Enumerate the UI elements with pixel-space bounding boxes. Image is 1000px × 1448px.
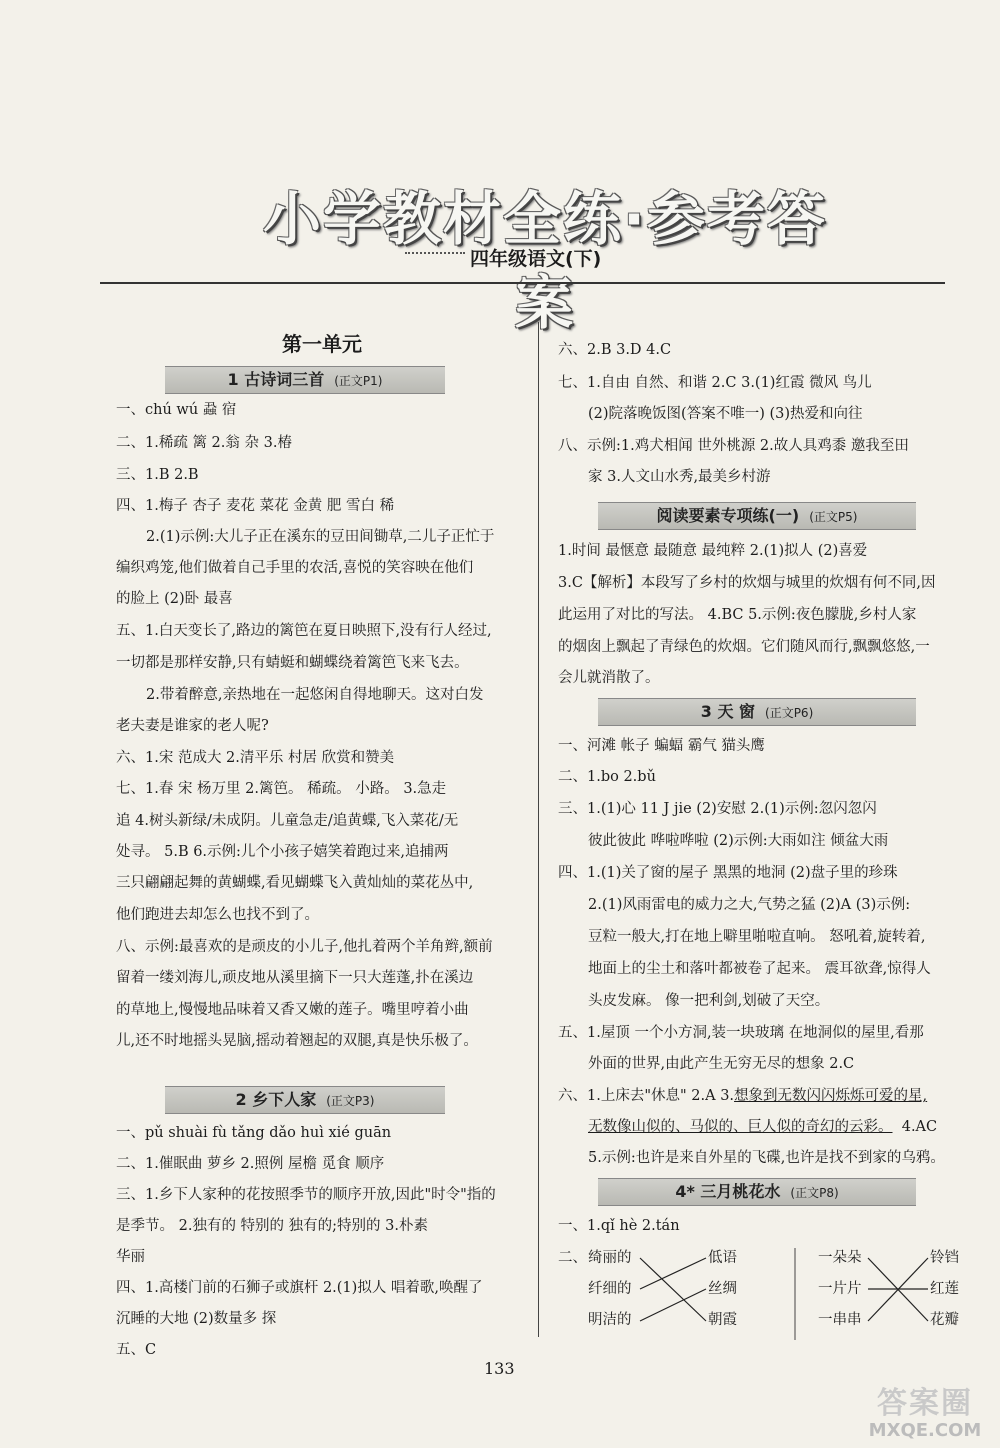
answer-text: 4.AC [901, 1119, 938, 1135]
answer-line: 头皮发麻。 像一把利剑,划破了天空。 [588, 993, 830, 1009]
section-ref: (正文P6) [765, 706, 814, 720]
answer-line: 八、示例:1.鸡犬相闻 世外桃源 2.故人具鸡黍 邀我至田 [558, 438, 909, 454]
section-ref: (正文P3) [326, 1094, 375, 1108]
match-word: 纤细的 [588, 1281, 632, 1297]
answer-line: 五、1.白天变长了,路边的篱笆在夏日映照下,没有行人经过, [116, 623, 492, 639]
section-ref: (正文P1) [334, 374, 383, 388]
match-word: 一串串 [818, 1312, 862, 1328]
answer-line: 是季节。 2.独有的 特别的 独有的;特别的 3.朴素 [116, 1218, 428, 1234]
match-word: 铃铛 [930, 1250, 959, 1266]
answer-line: 追 4.树头新绿/未成阴。儿童急走/追黄蝶,飞入菜花/无 [116, 813, 459, 829]
section-title: 4* 三月桃花水 [675, 1182, 781, 1201]
answer-line: 一、河滩 帐子 蝙蝠 霸气 猫头鹰 [558, 738, 765, 754]
match-word: 丝绸 [708, 1281, 737, 1297]
section-ref: (正文P8) [790, 1186, 839, 1200]
answer-line: 五、1.屋顶 一个小方洞,装一块玻璃 在地洞似的屋里,看那 [558, 1025, 924, 1041]
answer-line: 五、C [116, 1342, 157, 1358]
answer-line: 六、2.B 3.D 4.C [558, 342, 672, 358]
answer-line: 会儿就消散了。 [558, 670, 660, 686]
page-number: 133 [484, 1359, 515, 1378]
answer-line: 四、1.(1)关了窗的屋子 黑黑的地洞 (2)盘子里的珍珠 [558, 865, 898, 881]
answer-line: 华丽 [116, 1249, 145, 1265]
answer-line: 七、1.自由 自然、和谐 2.C 3.(1)红霞 微风 鸟儿 [558, 375, 872, 391]
answer-line: 儿,还不时地摇头晃脑,摇动着翘起的双腿,真是快乐极了。 [116, 1033, 478, 1049]
answer-line: 的烟囱上飘起了青绿色的炊烟。它们随风而行,飘飘悠悠,一 [558, 639, 930, 655]
answer-line: 彼此彼此 哗啦哗啦 (2)示例:大雨如注 倾盆大雨 [588, 833, 889, 849]
answer-line: 二、1.稀疏 篱 2.翁 杂 3.椿 [116, 435, 292, 451]
section-title: 1 古诗词三首 [227, 370, 325, 389]
answer-line: 四、1.高楼门前的石狮子或旗杆 2.(1)拟人 唱着歌,唤醒了 [116, 1280, 483, 1296]
answer-line: 一、chú wú 蝨 宿 [116, 402, 237, 418]
section-title: 阅读要素专项练(一) [656, 506, 800, 525]
answer-line: 一、pǔ shuài fù tǎng dǎo huì xié guān [116, 1125, 392, 1141]
page-title: 小学教材全练·参考答案 [262, 185, 828, 337]
section-ref: (正文P5) [809, 510, 858, 524]
answer-line: 老夫妻是谁家的老人呢? [116, 718, 269, 734]
match-word: 明洁的 [588, 1312, 632, 1328]
match-line [640, 1289, 706, 1321]
answer-line: 三、1.(1)心 11 J jie (2)安慰 2.(1)示例:忽闪忽闪 [558, 801, 877, 817]
match-line [640, 1258, 706, 1289]
unit-heading: 第一单元 [282, 332, 362, 356]
section-title: 2 乡下人家 [235, 1090, 317, 1109]
subtitle: 四年级语文(下) [470, 248, 602, 270]
answer-line: 二、 [558, 1250, 587, 1266]
match-word: 一朵朵 [818, 1250, 862, 1266]
answer-line: 豆粒一般大,打在地上噼里啪啦直响。 怒吼着,旋转着, [588, 929, 926, 945]
match-line [640, 1258, 706, 1321]
answer-line: 三只翩翩起舞的黄蝴蝶,看见蝴蝶飞入黄灿灿的菜花丛中, [116, 875, 474, 891]
answer-line: (2)院落晚饭图(答案不唯一) (3)热爱和向往 [588, 406, 863, 422]
answer-line: 地面上的尘土和落叶都被卷了起来。 震耳欲聋,惊得人 [588, 961, 931, 977]
answer-line: 四、1.梅子 杏子 麦花 菜花 金黄 肥 雪白 稀 [116, 498, 395, 514]
underlined-answer: 想象到无数闪闪烁烁可爱的星, [734, 1088, 928, 1104]
answer-text: 六、1.上床去"休息" 2.A 3. [558, 1088, 735, 1104]
answer-line: 2.(1)风雨雷电的威力之大,气势之猛 (2)A (3)示例: [588, 897, 911, 913]
underlined-answer: 无数像山似的、马似的、巨人似的奇幻的云彩。 [588, 1119, 893, 1135]
answer-line: 1.时间 最惬意 最随意 最纯粹 2.(1)拟人 (2)喜爱 [558, 543, 868, 559]
answer-line: 处寻。 5.B 6.示例:儿个小孩子嬉笑着跑过来,追捕两 [116, 844, 449, 860]
answer-line: 2.(1)示例:大儿子正在溪东的豆田间锄草,二儿子正忙于 [146, 529, 495, 545]
match-word: 红莲 [930, 1281, 959, 1297]
answer-line: 5.示例:也许是来自外星的飞碟,也许是找不到家的乌鸦。 [588, 1150, 945, 1166]
answer-line: 二、1.bo 2.bǔ [558, 769, 656, 785]
answer-line: 六、1.宋 范成大 2.清平乐 村居 欣赏和赞美 [116, 750, 395, 766]
watermark [855, 1378, 995, 1442]
answer-line: 家 3.人文山水秀,最美乡村游 [588, 469, 771, 485]
answer-line: 二、1.催眠曲 萝乡 2.照例 屋檐 觅食 顺序 [116, 1156, 385, 1172]
answer-line: 七、1.春 宋 杨万里 2.篱笆。 稀疏。 小路。 3.急走 [116, 781, 447, 797]
match-word: 绮丽的 [588, 1250, 632, 1266]
watermark-url: MXQE.COM [868, 1420, 982, 1441]
answer-line: 一切都是那样安静,只有蜻蜓和蝴蝶绕着篱笆飞来飞去。 [116, 655, 469, 671]
section-title: 3 天 窗 [700, 702, 756, 721]
answer-line: 他们跑进去却怎么也找不到了。 [116, 907, 319, 923]
answer-line: 沉睡的大地 (2)数量多 探 [116, 1311, 277, 1327]
answer-line: 2.带着醉意,亲热地在一起悠闲自得地聊天。这对白发 [146, 687, 484, 703]
answer-line: 编织鸡笼,他们做着自己手里的农活,喜悦的笑容映在他们 [116, 560, 474, 576]
answer-line: 一、1.qǐ hè 2.tán [558, 1218, 680, 1234]
match-word: 朝霞 [708, 1312, 737, 1328]
answer-line: 三、1.乡下人家种的花按照季节的顺序开放,因此"时令"指的 [116, 1187, 496, 1203]
match-word: 一片片 [818, 1281, 862, 1297]
answer-line: 3.C【解析】本段写了乡村的炊烟与城里的炊烟有何不同,因 [558, 575, 936, 591]
answer-line: 三、1.B 2.B [116, 467, 199, 483]
watermark-text: 答案圈 [877, 1386, 973, 1421]
answer-line: 八、示例:最喜欢的是顽皮的小儿子,他扎着两个羊角辫,额前 [116, 939, 493, 955]
answer-line: 的草地上,慢慢地品味着又香又嫩的莲子。嘴里哼着小曲 [116, 1002, 469, 1018]
answer-line: 外面的世界,由此产生无穷无尽的想象 2.C [588, 1056, 855, 1072]
answer-line: 的脸上 (2)卧 最喜 [116, 591, 233, 607]
answer-line: 留着一缕刘海儿,顽皮地从溪里摘下一只大莲蓬,扑在溪边 [116, 970, 474, 986]
answer-line: 此运用了对比的写法。 4.BC 5.示例:夜色朦胧,乡村人家 [558, 607, 917, 623]
match-word: 花瓣 [930, 1312, 959, 1328]
match-word: 低语 [708, 1250, 737, 1266]
